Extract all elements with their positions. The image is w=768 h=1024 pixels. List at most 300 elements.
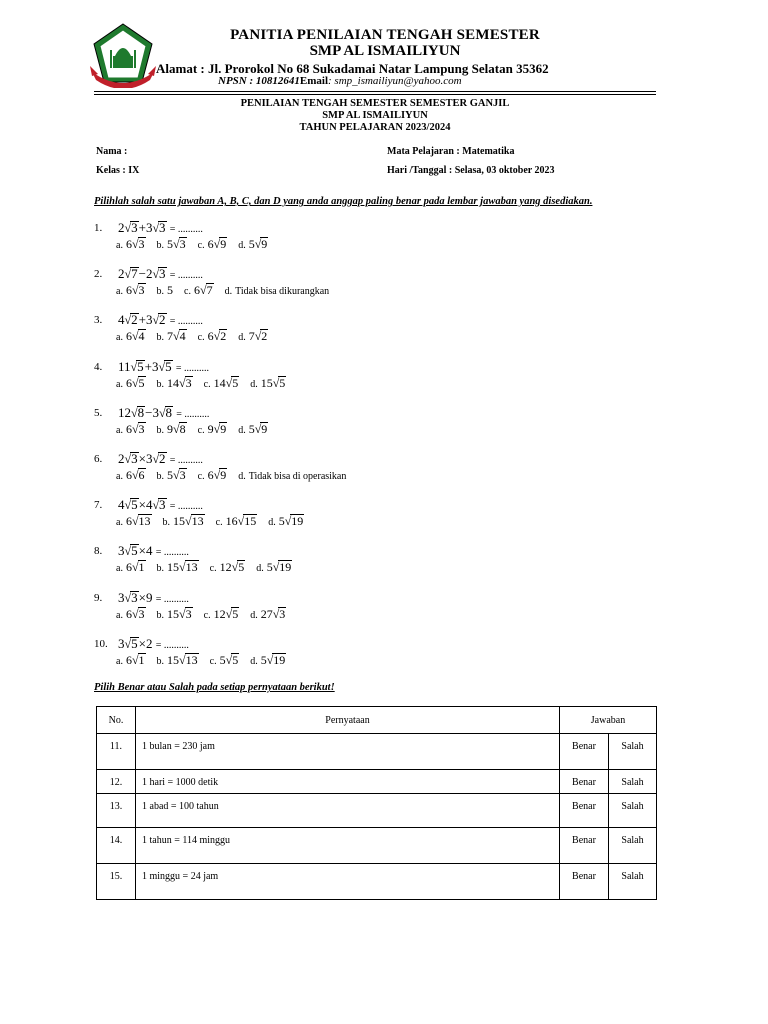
question-number: 8.	[94, 545, 103, 557]
radicand: 5	[232, 376, 239, 390]
sqrt-symbol: √	[173, 237, 180, 251]
sqrt-symbol: √	[130, 360, 138, 374]
coefficient: 16	[225, 514, 238, 528]
option-letter: d.	[250, 656, 258, 667]
sqrt-symbol: √	[225, 376, 233, 390]
sqrt-symbol: √	[124, 637, 132, 651]
sqrt-symbol: √	[284, 514, 292, 528]
option-d[interactable]	[238, 329, 268, 344]
row-number: 11.	[97, 734, 136, 770]
school-logo	[88, 22, 158, 88]
exam-title: PENILAIAN TENGAH SEMESTER SEMESTER GANJIL	[240, 98, 510, 109]
question-number: 4.	[94, 361, 103, 373]
coefficient: 5	[219, 653, 226, 667]
option-letter: c.	[215, 517, 223, 528]
coefficient: 6	[194, 283, 200, 297]
coefficient: 15	[167, 607, 180, 621]
option-c[interactable]	[210, 653, 240, 668]
sqrt-symbol: √	[179, 560, 186, 574]
option-letter: c.	[197, 332, 205, 343]
sqrt-symbol: √	[152, 452, 160, 466]
radicand: 13	[185, 653, 198, 667]
option-letter: b.	[156, 656, 165, 667]
radicand: 5	[165, 359, 172, 374]
option-a[interactable]	[116, 653, 146, 668]
coefficient: 27	[260, 607, 273, 621]
option-b[interactable]	[157, 468, 187, 483]
coefficient: 6	[125, 329, 132, 343]
option-b[interactable]	[157, 653, 199, 668]
option-a[interactable]	[116, 607, 146, 622]
coefficient: 3	[145, 312, 153, 327]
sqrt-symbol: √	[131, 607, 139, 621]
question-expression	[118, 266, 203, 282]
option-letter: d.	[238, 425, 246, 436]
option-c[interactable]	[198, 468, 228, 483]
sqrt-symbol: √	[124, 591, 132, 605]
sqrt-symbol: √	[213, 329, 221, 343]
radicand: 5	[238, 560, 245, 574]
option-d[interactable]	[250, 607, 286, 622]
sqrt-symbol: √	[272, 560, 280, 574]
radicand: 3	[131, 451, 138, 466]
option-text: Tidak bisa di operasikan	[248, 471, 347, 482]
answer-benar[interactable]: Benar	[560, 734, 609, 770]
option-letter: d.	[238, 332, 246, 343]
radicand: 3	[138, 237, 145, 251]
option-letter: c.	[203, 610, 211, 621]
sqrt-symbol: √	[200, 283, 207, 297]
statement: 1 tahun = 114 minggu	[136, 828, 560, 864]
option-letter: a.	[116, 610, 123, 621]
blank: = ..........	[169, 501, 203, 512]
option-letter: a.	[116, 332, 123, 343]
sqrt-symbol: √	[254, 422, 262, 436]
sqrt-symbol: √	[225, 653, 233, 667]
option-letter: a.	[116, 286, 123, 297]
option-a[interactable]	[116, 514, 152, 529]
blank: = ..........	[155, 640, 189, 651]
operator: ×	[138, 497, 146, 512]
question-number: 7.	[94, 499, 103, 511]
coefficient: 5	[266, 560, 273, 574]
sqrt-symbol: √	[237, 514, 245, 528]
coefficient: 6	[125, 376, 132, 390]
coefficient: 6	[125, 422, 132, 436]
option-d[interactable]	[250, 653, 286, 668]
radicand: 3	[179, 237, 186, 251]
option-letter: a.	[116, 240, 123, 251]
radicand: 13	[191, 514, 204, 528]
question-expression	[118, 359, 209, 375]
option-a[interactable]	[116, 283, 146, 298]
table-row	[97, 734, 657, 770]
table-header-row	[97, 707, 657, 734]
sqrt-symbol: √	[124, 221, 132, 235]
question-expression	[118, 636, 189, 652]
coefficient: 5	[260, 653, 267, 667]
radicand: 13	[185, 560, 198, 574]
coefficient: 2	[118, 451, 125, 466]
header-title: PANITIA PENILAIAN TENGAH SEMESTER	[230, 27, 540, 43]
question-number: 2.	[94, 268, 103, 280]
coefficient: 14	[167, 376, 180, 390]
radicand: 5	[279, 376, 286, 390]
operator: +	[138, 312, 146, 327]
option-c[interactable]	[184, 283, 214, 298]
table-row	[97, 864, 657, 900]
radicand: 9	[220, 468, 227, 482]
radicand: 8	[137, 405, 145, 420]
answer-salah[interactable]: Salah	[609, 734, 657, 770]
answer-salah[interactable]: Salah	[609, 770, 657, 794]
option-letter: b.	[156, 563, 165, 574]
sqrt-symbol: √	[124, 267, 132, 281]
option-c[interactable]	[204, 607, 240, 622]
sqrt-symbol: √	[131, 422, 139, 436]
question-number: 6.	[94, 453, 103, 465]
option-letter: b.	[156, 379, 165, 390]
option-d[interactable]	[238, 422, 268, 437]
header-statement: Pernyataan	[136, 707, 560, 734]
answer-salah[interactable]: Salah	[609, 794, 657, 828]
coefficient: 5	[278, 514, 285, 528]
coefficient: 14	[213, 376, 226, 390]
sqrt-symbol: √	[254, 329, 262, 343]
radicand: 5	[137, 359, 144, 374]
option-letter: c.	[209, 563, 217, 574]
blank: = ..........	[169, 455, 203, 466]
option-d[interactable]	[268, 514, 304, 529]
coefficient: 5	[167, 283, 174, 297]
operator: ×	[138, 636, 146, 651]
answer-options	[116, 329, 279, 344]
option-c[interactable]	[198, 329, 228, 344]
sqrt-symbol: √	[173, 329, 180, 343]
coefficient: 6	[125, 283, 132, 297]
radicand: 3	[138, 607, 145, 621]
question-expression	[118, 312, 203, 328]
option-letter: a.	[116, 425, 123, 436]
radicand: 3	[159, 220, 166, 235]
option-letter: c.	[197, 240, 205, 251]
radicand: 9	[261, 237, 268, 251]
statement: 1 minggu = 24 jam	[136, 864, 560, 900]
header-no: No.	[97, 707, 136, 734]
option-letter: d.	[238, 471, 246, 482]
radicand: 3	[185, 607, 192, 621]
sqrt-symbol: √	[158, 406, 166, 420]
answer-benar[interactable]: Benar	[560, 828, 609, 864]
sqrt-symbol: √	[254, 237, 262, 251]
coefficient: 5	[167, 468, 174, 482]
option-b[interactable]	[163, 514, 205, 529]
instruction-true-false: Pilih Benar atau Salah pada setiap pernyataan berikut!	[94, 682, 335, 693]
coefficient: 7	[167, 329, 174, 343]
coefficient: 6	[125, 237, 132, 251]
radicand: 3	[131, 220, 138, 235]
option-c[interactable]	[210, 560, 246, 575]
option-a[interactable]	[116, 468, 146, 483]
sqrt-symbol: √	[225, 607, 233, 621]
question-number: 9.	[94, 592, 103, 604]
coefficient: 3	[118, 636, 125, 651]
student-name-field: Nama :	[96, 146, 128, 157]
exam-year: TAHUN PELAJARAN 2023/2024	[299, 122, 451, 133]
question-number: 1.	[94, 222, 103, 234]
blank: = ..........	[155, 594, 189, 605]
option-letter: c.	[197, 471, 205, 482]
option-c[interactable]	[216, 514, 258, 529]
sqrt-symbol: √	[173, 422, 180, 436]
answer-options	[116, 468, 357, 483]
table-row	[97, 828, 657, 864]
sqrt-symbol: √	[179, 653, 186, 667]
header-school: SMP AL ISMAILIYUN	[309, 43, 461, 59]
radicand: 2	[220, 329, 227, 343]
option-letter: c.	[184, 286, 191, 297]
option-a[interactable]	[116, 560, 146, 575]
option-letter: d.	[224, 286, 233, 297]
sqrt-symbol: √	[131, 376, 139, 390]
header-answer: Jawaban	[560, 707, 657, 734]
option-c[interactable]	[198, 422, 228, 437]
coefficient: 6	[125, 468, 132, 482]
sqrt-symbol: √	[131, 406, 138, 420]
option-letter: d.	[250, 379, 258, 390]
option-letter: a.	[116, 656, 123, 667]
blank: = ..........	[169, 316, 203, 327]
coefficient: 11	[118, 359, 131, 374]
operator: +	[138, 220, 146, 235]
coefficient: 9	[167, 422, 174, 436]
radicand: 5	[131, 636, 138, 651]
sqrt-symbol: √	[124, 313, 132, 327]
answer-options	[116, 653, 297, 668]
option-a[interactable]	[116, 422, 146, 437]
statement: 1 hari = 1000 detik	[136, 770, 560, 794]
answer-benar[interactable]: Benar	[560, 770, 609, 794]
sqrt-symbol: √	[124, 452, 132, 466]
subject-field: Mata Pelajaran : Matematika	[387, 146, 515, 157]
answer-options	[116, 560, 303, 575]
radicand: 5	[232, 653, 239, 667]
question-expression	[118, 590, 189, 606]
option-d[interactable]	[238, 468, 346, 483]
operator: ×	[138, 590, 146, 605]
npsn: NPSN : 10812641	[218, 75, 300, 87]
radicand: 7	[206, 283, 213, 297]
operator: ×	[138, 451, 146, 466]
header-divider-thin	[94, 94, 656, 95]
option-a[interactable]	[116, 237, 146, 252]
radicand: 5	[232, 607, 239, 621]
question-number: 10.	[94, 638, 108, 650]
coefficient: 15	[167, 560, 180, 574]
radicand: 3	[279, 607, 286, 621]
sqrt-symbol: √	[131, 653, 139, 667]
answer-options	[116, 283, 340, 298]
radicand: 2	[159, 451, 166, 466]
option-letter: d.	[238, 240, 246, 251]
coefficient: 9	[145, 590, 153, 605]
question-number: 3.	[94, 314, 103, 326]
radicand: 3	[159, 266, 166, 281]
option-text: Tidak bisa dikurangkan	[235, 286, 330, 297]
coefficient: 3	[145, 451, 153, 466]
sqrt-symbol: √	[124, 498, 132, 512]
option-a[interactable]	[116, 376, 146, 391]
coefficient: 5	[167, 237, 174, 251]
radicand: 2	[261, 329, 268, 343]
coefficient: 4	[145, 497, 153, 512]
answer-options	[116, 422, 279, 437]
option-letter: a.	[116, 471, 123, 482]
option-c[interactable]	[198, 237, 228, 252]
coefficient: 4	[118, 497, 125, 512]
radicand: 3	[131, 590, 138, 605]
option-d[interactable]	[238, 237, 268, 252]
radicand: 3	[179, 468, 186, 482]
operator: +	[144, 359, 152, 374]
option-letter: a.	[116, 517, 123, 528]
radicand: 4	[179, 329, 186, 343]
radicand: 9	[261, 422, 268, 436]
radicand: 15	[244, 514, 257, 528]
option-letter: b.	[156, 332, 165, 343]
sqrt-symbol: √	[266, 653, 274, 667]
statement: 1 bulan = 230 jam	[136, 734, 560, 770]
option-b[interactable]	[157, 283, 174, 298]
radicand: 13	[138, 514, 151, 528]
option-d[interactable]	[225, 283, 330, 298]
radicand: 19	[291, 514, 304, 528]
option-a[interactable]	[116, 329, 146, 344]
sqrt-symbol: √	[131, 283, 139, 297]
answer-benar[interactable]: Benar	[560, 864, 609, 900]
blank: = ..........	[176, 409, 210, 420]
coefficient: 2	[145, 266, 153, 281]
question-expression	[118, 497, 203, 513]
table-row	[97, 770, 657, 794]
coefficient: 3	[118, 590, 125, 605]
question-expression	[118, 451, 203, 467]
option-letter: c.	[197, 425, 205, 436]
blank: = ..........	[169, 224, 203, 235]
operator: ×	[138, 543, 146, 558]
row-number: 13.	[97, 794, 136, 828]
exam-school: SMP AL ISMAILIYUN	[322, 110, 428, 121]
answer-options	[116, 237, 279, 252]
sqrt-symbol: √	[272, 376, 280, 390]
coefficient: 5	[248, 422, 255, 436]
blank: = ..........	[169, 270, 203, 281]
radicand: 1	[138, 560, 145, 574]
sqrt-symbol: √	[213, 237, 221, 251]
sqrt-symbol: √	[158, 360, 166, 374]
coefficient: 12	[118, 405, 131, 420]
option-b[interactable]	[157, 422, 187, 437]
option-letter: a.	[116, 379, 123, 390]
option-b[interactable]	[157, 329, 187, 344]
radicand: 1	[138, 653, 145, 667]
sqrt-symbol: √	[152, 267, 160, 281]
radicand: 3	[138, 283, 145, 297]
sqrt-symbol: √	[131, 514, 139, 528]
sqrt-symbol: √	[272, 607, 280, 621]
coefficient: 4	[145, 543, 153, 558]
sqrt-symbol: √	[124, 544, 132, 558]
radicand: 19	[279, 560, 292, 574]
option-letter: a.	[116, 563, 123, 574]
row-number: 14.	[97, 828, 136, 864]
option-letter: d.	[256, 563, 264, 574]
answer-salah[interactable]: Salah	[609, 828, 657, 864]
coefficient: 5	[248, 237, 255, 251]
option-b[interactable]	[157, 607, 193, 622]
table-row	[97, 794, 657, 828]
sqrt-symbol: √	[152, 313, 160, 327]
option-letter: b.	[156, 286, 165, 297]
question-expression	[118, 543, 189, 559]
question-number: 5.	[94, 407, 103, 419]
coefficient: 3	[151, 359, 159, 374]
sqrt-symbol: √	[179, 376, 186, 390]
coefficient: 2	[118, 266, 125, 281]
radicand: 3	[185, 376, 192, 390]
option-b[interactable]	[157, 376, 193, 391]
option-b[interactable]	[157, 560, 199, 575]
sqrt-symbol: √	[152, 221, 160, 235]
sqrt-symbol: √	[231, 560, 239, 574]
sqrt-symbol: √	[173, 468, 180, 482]
coefficient: 6	[125, 514, 132, 528]
option-letter: d.	[268, 517, 276, 528]
statement: 1 abad = 100 tahun	[136, 794, 560, 828]
answer-options	[116, 376, 297, 391]
header-address: Alamat : Jl. Prorokol No 68 Sukadamai Natar Lampung Selatan 35362	[156, 61, 549, 76]
answer-options	[116, 514, 315, 529]
row-number: 15.	[97, 864, 136, 900]
radicand: 8	[179, 422, 186, 436]
option-letter: b.	[156, 610, 165, 621]
coefficient: 4	[118, 312, 125, 327]
radicand: 19	[273, 653, 286, 667]
radicand: 3	[138, 422, 145, 436]
option-d[interactable]	[250, 376, 286, 391]
coefficient: 7	[248, 329, 255, 343]
coefficient: 6	[207, 468, 214, 482]
option-d[interactable]	[256, 560, 292, 575]
header-contact	[218, 75, 462, 87]
date-field: Hari /Tanggal : Selasa, 03 oktober 2023	[387, 165, 555, 176]
header-divider	[94, 91, 656, 92]
sqrt-symbol: √	[185, 514, 192, 528]
student-class-field: Kelas : IX	[96, 165, 140, 176]
coefficient: 3	[152, 405, 159, 420]
option-c[interactable]	[204, 376, 240, 391]
radicand: 3	[159, 497, 166, 512]
radicand: 5	[131, 497, 138, 512]
coefficient: 12	[219, 560, 232, 574]
radicand: 5	[131, 543, 138, 558]
answer-benar[interactable]: Benar	[560, 794, 609, 828]
radicand: 5	[138, 376, 145, 390]
answer-salah[interactable]: Salah	[609, 864, 657, 900]
option-b[interactable]	[157, 237, 187, 252]
radicand: 2	[131, 312, 138, 327]
coefficient: 2	[118, 220, 125, 235]
